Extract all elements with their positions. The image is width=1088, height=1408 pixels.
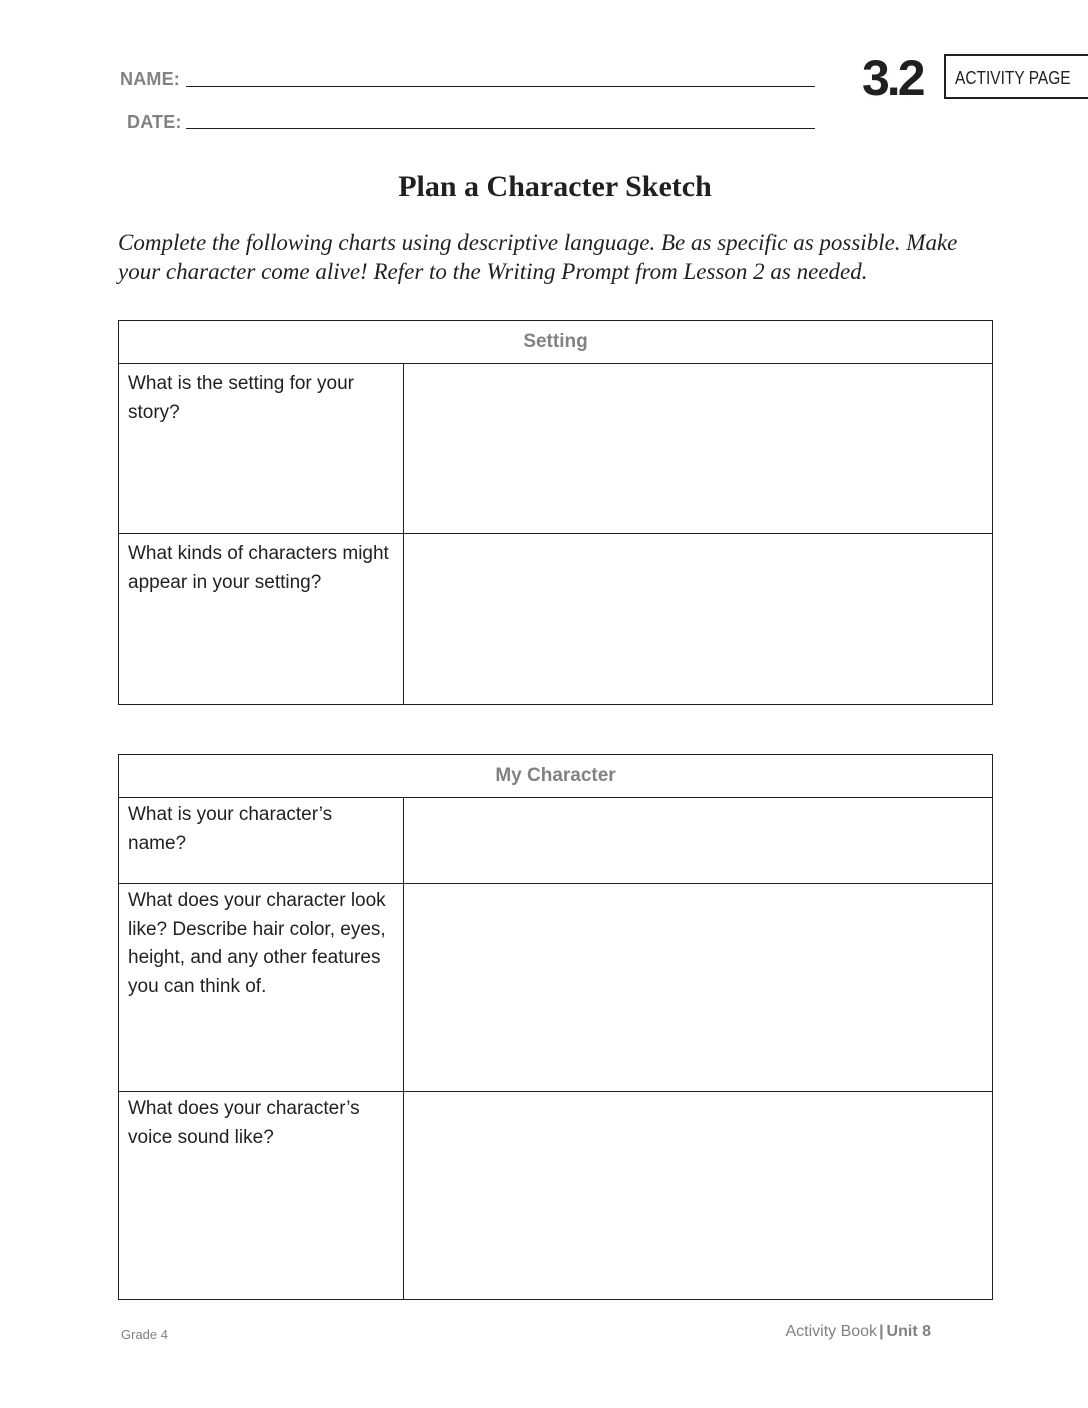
setting-chart — [118, 320, 993, 705]
characters-answer — [404, 534, 992, 540]
characters-answer-cell[interactable] — [404, 534, 993, 705]
character-chart — [118, 754, 993, 1300]
setting-chart-heading: Setting — [119, 321, 993, 364]
setting-question: What is the setting for your story? — [128, 373, 354, 423]
appearance-answer-cell[interactable] — [404, 884, 993, 1092]
footer-unit: Unit 8 — [886, 1323, 931, 1340]
page-title: Plan a Character Sketch — [398, 170, 712, 203]
voice-question-cell — [119, 1092, 404, 1300]
voice-question: What does your character’s voice sound like? — [128, 1098, 360, 1148]
activity-page-label: ACTIVITY PAGE — [955, 68, 1071, 88]
name-question: What is your character’s name? — [128, 804, 333, 854]
table-row — [119, 1092, 993, 1300]
page-number: 3.2 — [862, 50, 923, 106]
table-row — [119, 364, 993, 534]
appearance-question-cell — [119, 884, 404, 1092]
table-row — [119, 798, 993, 884]
activity-page-badge — [944, 54, 1088, 99]
setting-answer — [404, 364, 992, 370]
appearance-question: What does your character look like? Describe hair color, eyes, height, and any other features you can think of. — [128, 890, 386, 997]
characters-question-cell — [119, 534, 404, 705]
footer-grade: Grade 4 — [121, 1327, 168, 1342]
name-answer — [404, 798, 992, 804]
name-label: NAME: — [120, 69, 180, 89]
setting-question-cell — [119, 364, 404, 534]
characters-question: What kinds of characters might appear in your setting? — [128, 543, 389, 593]
name-answer-cell[interactable] — [404, 798, 993, 884]
date-line[interactable] — [186, 128, 815, 129]
footer-separator: | — [879, 1323, 884, 1340]
date-label: DATE: — [127, 112, 182, 132]
appearance-answer — [404, 884, 992, 890]
voice-answer — [404, 1092, 992, 1098]
name-line[interactable] — [186, 86, 815, 87]
instructions: Complete the following charts using descriptive language. Be as specific as possible. Make your character come alive! Refer to the Writing Prompt from Lesson 2 as needed. — [118, 230, 958, 284]
name-question-cell — [119, 798, 404, 884]
table-row — [119, 884, 993, 1092]
table-row — [119, 534, 993, 705]
character-chart-heading: My Character — [119, 755, 993, 798]
footer-book: Activity Book — [785, 1323, 878, 1340]
footer-book-info — [785, 1323, 931, 1341]
setting-answer-cell[interactable] — [404, 364, 993, 534]
voice-answer-cell[interactable] — [404, 1092, 993, 1300]
